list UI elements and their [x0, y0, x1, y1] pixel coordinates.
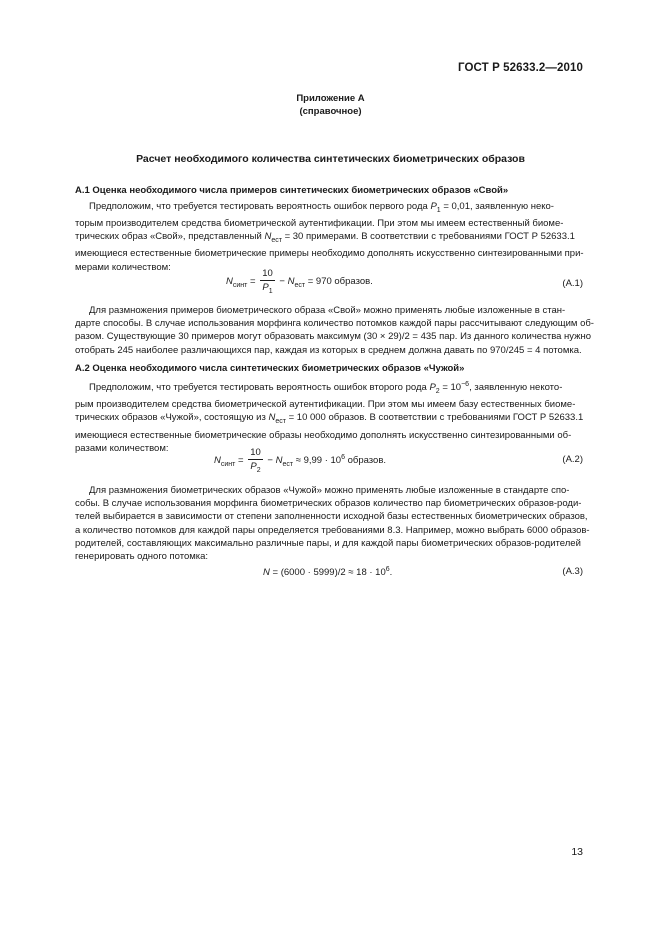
text-line: Предположим, что требуется тестировать вероятность ошибок второго рода $P_2 = 10^{-6}$, заявленную некото- [89, 381, 563, 396]
text-line: отобрать 245 наиболее различающихся пар, каждая из которых в среднем должна давать по 970/245 = 4 потомка. [75, 344, 582, 356]
formula-a1-number: (А.1) [562, 278, 583, 289]
text-line: трических образ «Свой», представленный $N_{ест} = 30$ примерами. В соответствии с требованиями ГОСТ Р 52633.1 [75, 231, 575, 245]
page-title: Расчет необходимого количества синтетических биометрических образов [136, 153, 525, 165]
text-line: телей выбирается в зависимости от степени заполненности исходной базы естественных биометрических образов, [75, 511, 588, 523]
annex-subtitle: (справочное) [299, 106, 362, 117]
formula-a3-number: (А.3) [562, 566, 583, 577]
text-line: разом. Существующие 30 примеров могут образовать максимум (30 × 29)/2 = 435 пар. Из данного количества нужно [75, 331, 592, 343]
formula-a2-number: (А.2) [562, 454, 583, 465]
annex-title: Приложение А [296, 93, 365, 104]
text-line: трических образов «Чужой», состоящую из $N_{ест} = 10$ 000 образов. В соответствии с требованиями ГОСТ Р 52633.1 [75, 412, 584, 426]
fraction: $\frac{10}{P_1}$ [262, 268, 273, 295]
section-a2-paragraph-1 [75, 378, 585, 455]
text-line: мерами количеством: [75, 261, 171, 273]
section-a2-paragraph-2 [75, 484, 590, 563]
formula-a2: $N_{синт}$ = $\frac{10}{P_2}$ − $N_{ест} \approx 9,99 \cdot 10^6$ образов. [214, 447, 387, 474]
text-line: родителей, составляющих максимально различные пары, и для каждой пары биометрических образов-родителей [75, 537, 581, 549]
section-a1-paragraph-2 [75, 304, 594, 357]
text-line: рым производителем средства биометрической аутентификации. При этом мы имеем базу естественных биоме- [75, 399, 576, 411]
text-line: генерировать одного потомка: [75, 551, 209, 563]
page-number: 13 [571, 846, 583, 858]
annex-heading [0, 92, 661, 118]
text-line: торым производителем средства биометрической аутентификации. При этом мы имеем естественный биоме- [75, 218, 564, 230]
text-line: имеющиеся естественные биометрические примеры необходимо дополнять искусственно синтезированными при- [75, 248, 584, 260]
formula-a1: $N_{синт}$ = $\frac{10}{P_1}$ − $N_{ест} = 970$ образов. [226, 268, 373, 295]
text-line: разами количеством: [75, 442, 169, 454]
text-line: Предположим, что требуется тестировать вероятность ошибок первого рода $P_1 = 0,01$, заявленную неко- [89, 201, 554, 214]
text-line: собы. В случае использования морфинга биометрических образов количество пар биометрических образов-роди- [75, 498, 582, 510]
fraction: $\frac{10}{P_2}$ [250, 447, 261, 474]
text-line: Для размножения примеров биометрического образа «Свой» можно применять любые изложенные в стан- [89, 305, 566, 316]
section-a1-heading: А.1 Оценка необходимого числа примеров синтетических биометрических образов «Свой» [75, 185, 509, 196]
formula-a3: $N = (6000 \cdot 5999)/2 \approx 18 \cdot 10^6$. [263, 566, 393, 579]
document-id: ГОСТ Р 52633.2—2010 [458, 62, 583, 74]
section-a1-paragraph-1 [75, 200, 585, 274]
text-line: Для размножения биометрических образов «Чужой» можно применять любые изложенные в стандарте спо- [89, 485, 570, 496]
text-line: дарте способы. В случае использования морфинга количество потомков каждой пары рассчитывают следующим об- [75, 318, 594, 330]
text-line: имеющиеся естественные биометрические образы необходимо дополнять искусственно синтезированными об- [75, 429, 572, 441]
text-line: а количество потомков для каждой пары определяется требованиями 8.3. Например, можно выбрать 6000 образов- [75, 524, 590, 536]
section-a2-heading: А.2 Оценка необходимого числа синтетических биометрических образов «Чужой» [75, 363, 465, 374]
